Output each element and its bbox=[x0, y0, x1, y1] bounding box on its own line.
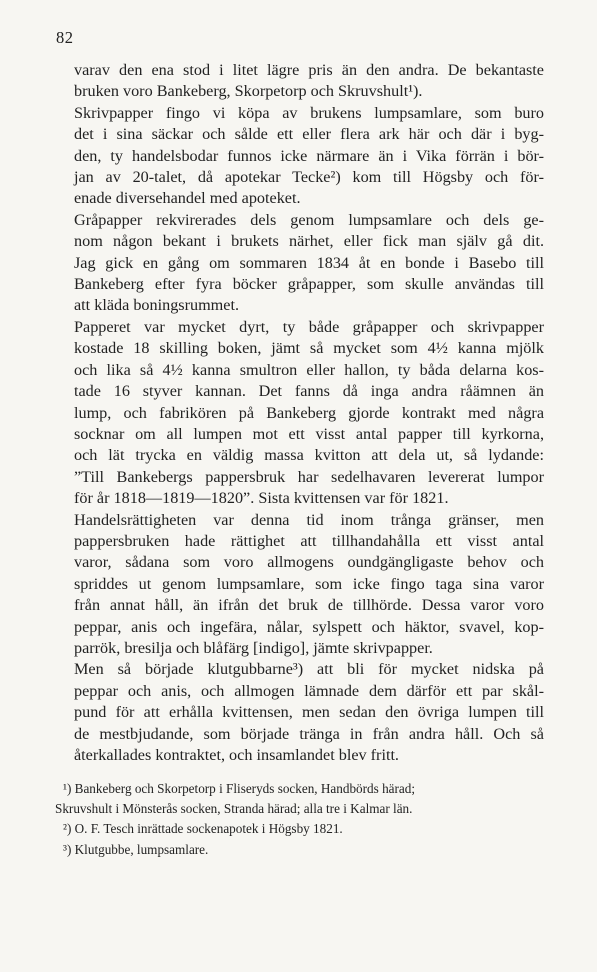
paragraph bbox=[55, 659, 544, 766]
text-line: Papperet var mycket dyrt, ty både gråpapper och skrivpapper bbox=[74, 317, 544, 336]
text-line: parrök, bresilja och blåfärg [indigo], jämte skrivpapper. bbox=[74, 638, 433, 657]
text-line: de mestbjudande, som började tränga in från andra håll. Och så bbox=[74, 724, 544, 743]
paragraph bbox=[55, 317, 544, 510]
text-line: varav den ena stod i litet lägre pris än den andra. De bekantaste bbox=[74, 61, 544, 79]
text-line: peppar och anis, och allmogen lämnade dem därför ett par skål- bbox=[74, 681, 544, 700]
text-line: bruken voro Bankeberg, Skorpetorp och Skruvshult¹). bbox=[74, 82, 423, 101]
footnote bbox=[55, 779, 544, 799]
text-line: spriddes ut genom lumpsamlare, som icke fingo taga sina varor bbox=[74, 574, 544, 593]
text-line: jan av 20-talet, då apotekar Tecke²) kom till Högsby och för- bbox=[74, 168, 544, 187]
text-line: och lät trycka en väldig massa kvitton att dela ut, så lydande: bbox=[74, 446, 544, 465]
footnote bbox=[55, 799, 544, 819]
text-line: socknar om all lumpen mot ett visst antal papper till kyrkorna, bbox=[74, 424, 544, 443]
text-line: Men så började klutgubbarne³) att bli för mycket nidska på bbox=[74, 660, 544, 679]
paragraph bbox=[55, 210, 544, 317]
text-line: ”Till Bankebergs pappersbruk har sedelhavaren levererat lumpor bbox=[74, 467, 544, 486]
text-line: kostade 18 skilling boken, jämt så mycket som 4½ kanna mjölk bbox=[74, 339, 544, 358]
footnote-marker: ³) bbox=[63, 841, 75, 857]
text-line: varor, sådana som voro allmogens oundgängligaste behov och bbox=[74, 553, 544, 572]
text-line: nom någon bekant i brukets närhet, eller fick man själv gå dit. bbox=[74, 232, 544, 251]
paragraph bbox=[55, 60, 544, 103]
text-line: Skrivpapper fingo vi köpa av brukens lumpsamlare, som buro bbox=[74, 103, 544, 122]
footnote-marker: ²) bbox=[63, 821, 75, 837]
text-line: Jag gick en gång om sommaren 1834 åt en bonde i Basebo till bbox=[74, 253, 544, 272]
text-line: återkallades kontraktet, och insamlandet blev fritt. bbox=[74, 746, 399, 764]
text-line: lump, och fabrikören på Bankeberg gjorde kontrakt med några bbox=[74, 403, 544, 422]
text-line: pappersbruken hade rättighet att tillhandahålla ett visst antal bbox=[74, 531, 544, 550]
page-number: 82 bbox=[56, 28, 74, 47]
text-line: Gråpapper rekvirerades dels genom lumpsamlare och dels ge- bbox=[74, 210, 544, 229]
text-line: och lika så 4½ kanna smultron eller hallon, ty båda delarna kos- bbox=[74, 360, 544, 379]
text-line: från annat håll, än ifrån det bruk de tillhörde. Dessa varor voro bbox=[74, 596, 544, 615]
text-line: för år 1818—1819—1820”. Sista kvittensen var för 1821. bbox=[74, 489, 449, 508]
text-line: Bankeberg efter fyra böcker gråpapper, som skulle användas till bbox=[74, 275, 544, 294]
footnote-text: Klutgubbe, lumpsamlare. bbox=[74, 841, 209, 857]
text-line: den, ty handelsbodar funnos icke närmare än i Vika förrän i bör- bbox=[74, 146, 544, 165]
text-line: det i sina säckar och sålde ett eller flera ark här och där i byg- bbox=[74, 125, 544, 144]
body-text bbox=[55, 60, 544, 766]
footnote-text: Bankeberg och Skorpetorp i Fliseryds socken, Handbörds härad; bbox=[74, 781, 416, 796]
text-line: tade 16 styver kannan. Det fanns då inga andra råämnen än bbox=[74, 382, 544, 401]
footnote bbox=[55, 840, 544, 860]
text-line: pund för att erhålla kvittensen, men sedan den övriga lumpen till bbox=[74, 703, 544, 722]
paragraph bbox=[55, 510, 544, 660]
footnotes bbox=[55, 779, 544, 860]
paragraph bbox=[55, 103, 544, 210]
footnote-text: O. F. Tesch inrättade sockenapotek i Högsby 1821. bbox=[74, 821, 343, 837]
footnote bbox=[55, 819, 544, 839]
text-line: att kläda boningsrummet. bbox=[74, 296, 239, 315]
text-line: Handelsrättigheten var denna tid inom trånga gränser, men bbox=[74, 510, 544, 529]
footnote-marker: ¹) bbox=[63, 781, 75, 796]
footnote-text: Skruvshult i Mönsterås socken, Stranda härad; alla tre i Kalmar län. bbox=[55, 801, 413, 817]
text-line: peppar, anis och ingefära, nålar, sylspett och häktor, svavel, kop- bbox=[74, 617, 544, 636]
text-line: enade diversehandel med apoteket. bbox=[74, 189, 301, 208]
